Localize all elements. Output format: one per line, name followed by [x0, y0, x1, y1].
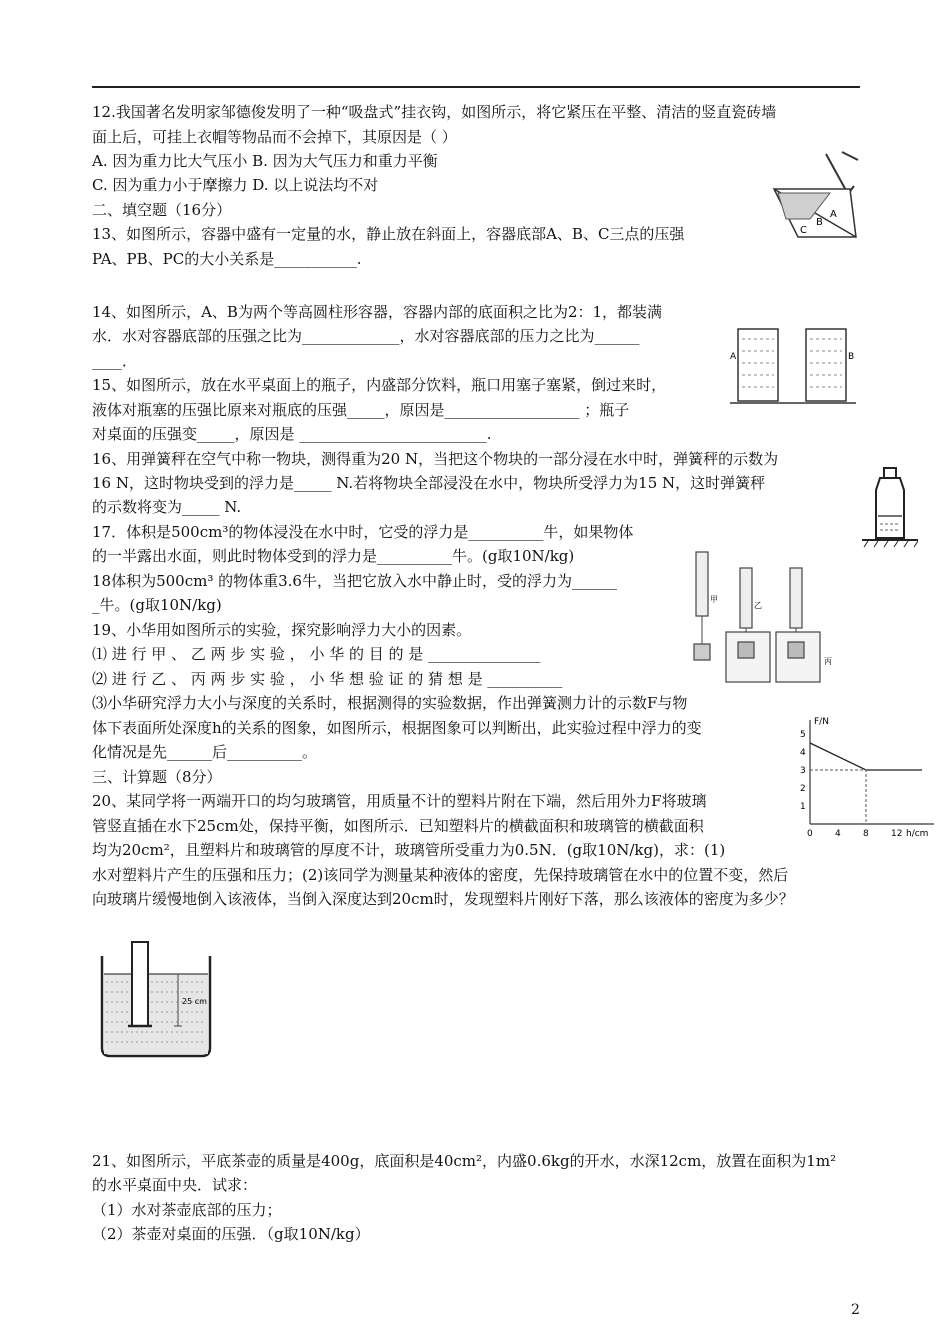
graph-y-tick: 5 [800, 730, 806, 740]
text-line-q21d: （2）茶壶对桌面的压强．（g取10N/kg） [92, 1225, 370, 1243]
text-line-q17b: 的一半露出水面，则此时物体受到的浮力是__________牛。(g取10N/kg) [92, 547, 575, 565]
text-line-q16b: 16 N，这时物块受到的浮力是_____ N.若将物块全部浸没在水中，物块所受浮力为15 N，这时弹簧秤 [92, 474, 766, 492]
text-line-q16a: 16、用弹簧秤在空气中称一物块，测得重为20 N，当把这个物块的一部分浸在水中时，弹簧秤的示数为 [92, 450, 779, 468]
cylinder-label-b: B [848, 352, 855, 362]
graph-axes [810, 720, 934, 824]
text-line-q20e: 向玻璃片缓慢地倒入该液体，当倒入深度达到20cm时，发现塑料片刚好下落，那么该液体的密度为多少？ [92, 890, 794, 908]
text-line-q20d: 水对塑料片产生的压强和压力；(2)该同学为测量某种液体的密度，先保持玻璃管在水中的位置不变，然后 [92, 866, 789, 884]
text-line-q13a: 13、如图所示，容器中盛有一定量的水，静止放在斜面上，容器底部A、B、C三点的压强 [92, 225, 685, 243]
balance-label-2: 乙 [754, 601, 762, 610]
text-line-q15c: 对桌面的压强变_____，原因是 _________________________. [92, 425, 492, 443]
cylinder-label-a: A [730, 352, 737, 362]
spring-balance-figure [686, 548, 856, 690]
text-line-q19b: ⑴ 进 行 甲 、 乙 两 步 实 验 ， 小 华 的 目 的 是 _______________ [92, 645, 541, 663]
text-line-q14b: 水．水对容器底部的压强之比为_____________，水对容器底部的压力之比为______ [92, 327, 640, 345]
text-line-q21b: 的水平桌面中央．试求： [92, 1176, 258, 1194]
text-line-q20a: 20、某同学将一两端开口的均匀玻璃管，用质量不计的塑料片附在下端，然后用外力F将玻璃 [92, 792, 707, 810]
graph-guide-line [810, 770, 866, 824]
text-line-sec2: 二、填空题（16分） [92, 201, 232, 219]
tube-in-water-figure [92, 938, 220, 1060]
text-line-q21a: 21、如图所示，平底茶壶的质量是400g，底面积是40cm²，内盛0.6kg的开水，水深12cm，放置在面积为1m² [92, 1152, 837, 1170]
text-line-q21c: （1）水对茶壶底部的压力； [92, 1201, 282, 1219]
graph-y-tick: 4 [800, 748, 806, 758]
text-line-q15b: 液体对瓶塞的压强比原来对瓶底的压强_____，原因是__________________ ；瓶子 [92, 401, 630, 419]
bottle-figure [858, 466, 922, 548]
cylinders-figure [728, 325, 860, 407]
text-line-sec3: 三、计算题（8分） [92, 768, 222, 786]
graph-x-axis-label: h/cm [906, 829, 929, 838]
text-line-q20b: 管竖直插在水下25cm处，保持平衡，如图所示．已知塑料片的横截面积和玻璃管的横截面积 [92, 817, 704, 835]
balance-label-1: 甲 [710, 595, 718, 604]
text-line-q19d: ⑶小华研究浮力大小与深度的关系时，根据测得的实验数据，作出弹簧测力计的示数F与物 [92, 694, 688, 712]
text-line-q12d: C. 因为重力小于摩擦力 D. 以上说法均不对 [92, 176, 379, 194]
balance-label-3: 丙 [824, 657, 832, 666]
incline-container-figure [770, 183, 860, 241]
tube-depth-label: 25 cm [182, 997, 207, 1006]
text-line-q12c: A. 因为重力比大气压小 B. 因为大气压力和重力平衡 [92, 152, 438, 170]
text-line-q17a: 17．体积是500cm³的物体浸没在水中时，它受的浮力是__________牛，如果物体 [92, 523, 634, 541]
graph-x-tick: 8 [863, 829, 869, 838]
text-line-q19c: ⑵ 进 行 乙 、 丙 两 步 实 验 ， 小 华 想 验 证 的 猜 想 是 __________ [92, 670, 563, 688]
text-line-q16c: 的示数将变为_____ N. [92, 498, 242, 516]
text-line-q19f: 化情况是先______后__________。 [92, 743, 318, 761]
text-line-q19e: 体下表面所处深度h的关系的图象，如图所示，根据图象可以判断出，此实验过程中浮力的变 [92, 719, 702, 737]
page-number: 2 [851, 1302, 860, 1318]
graph-series-line [810, 743, 922, 770]
text-line-q15a: 15、如图所示，放在水平桌面上的瓶子，内盛部分饮料，瓶口用塞子塞紧，倒过来时， [92, 376, 667, 394]
graph-y-tick: 3 [800, 766, 806, 776]
text-line-q19a: 19、小华用如图所示的实验，探究影响浮力大小的因素。 [92, 621, 472, 639]
header-rule [92, 86, 860, 88]
text-line-q12b: 面上后，可挂上衣帽等物品而不会掉下，其原因是（ ） [92, 128, 457, 146]
graph-x-tick: 12 [891, 829, 903, 838]
text-line-q14a: 14、如图所示，A、B为两个等高圆柱形容器，容器内部的底面积之比为2：1，都装满 [92, 303, 663, 321]
text-line-q20c: 均为20cm²，且塑料片和玻璃管的厚度不计，玻璃管所受重力为0.5N．(g取10N/kg)，求：(1) [92, 841, 726, 859]
incline-label-c: C [800, 225, 807, 236]
text-line-q14c: ____． [92, 352, 138, 370]
force-depth-graph [788, 712, 938, 838]
text-line-q18b: _牛。(g取10N/kg) [92, 596, 222, 614]
text-line-q13b: PA、PB、PC的大小关系是___________. [92, 250, 362, 268]
incline-label-a: A [830, 209, 837, 220]
text-line-q12a: 12.我国著名发明家邹德俊发明了一种“吸盘式”挂衣钩，如图所示，将它紧压在平整、清洁的竖直瓷砖墙 [92, 103, 777, 121]
text-line-q18a: 18体积为500cm³ 的物体重3.6牛，当把它放入水中静止时，受的浮力为______ [92, 572, 617, 590]
graph-y-axis-label: F/N [814, 717, 829, 727]
incline-label-b: B [816, 217, 823, 228]
graph-x-tick: 0 [807, 829, 813, 838]
graph-x-tick: 4 [835, 829, 841, 838]
graph-y-tick: 2 [800, 784, 806, 794]
graph-y-tick: 1 [800, 802, 806, 812]
